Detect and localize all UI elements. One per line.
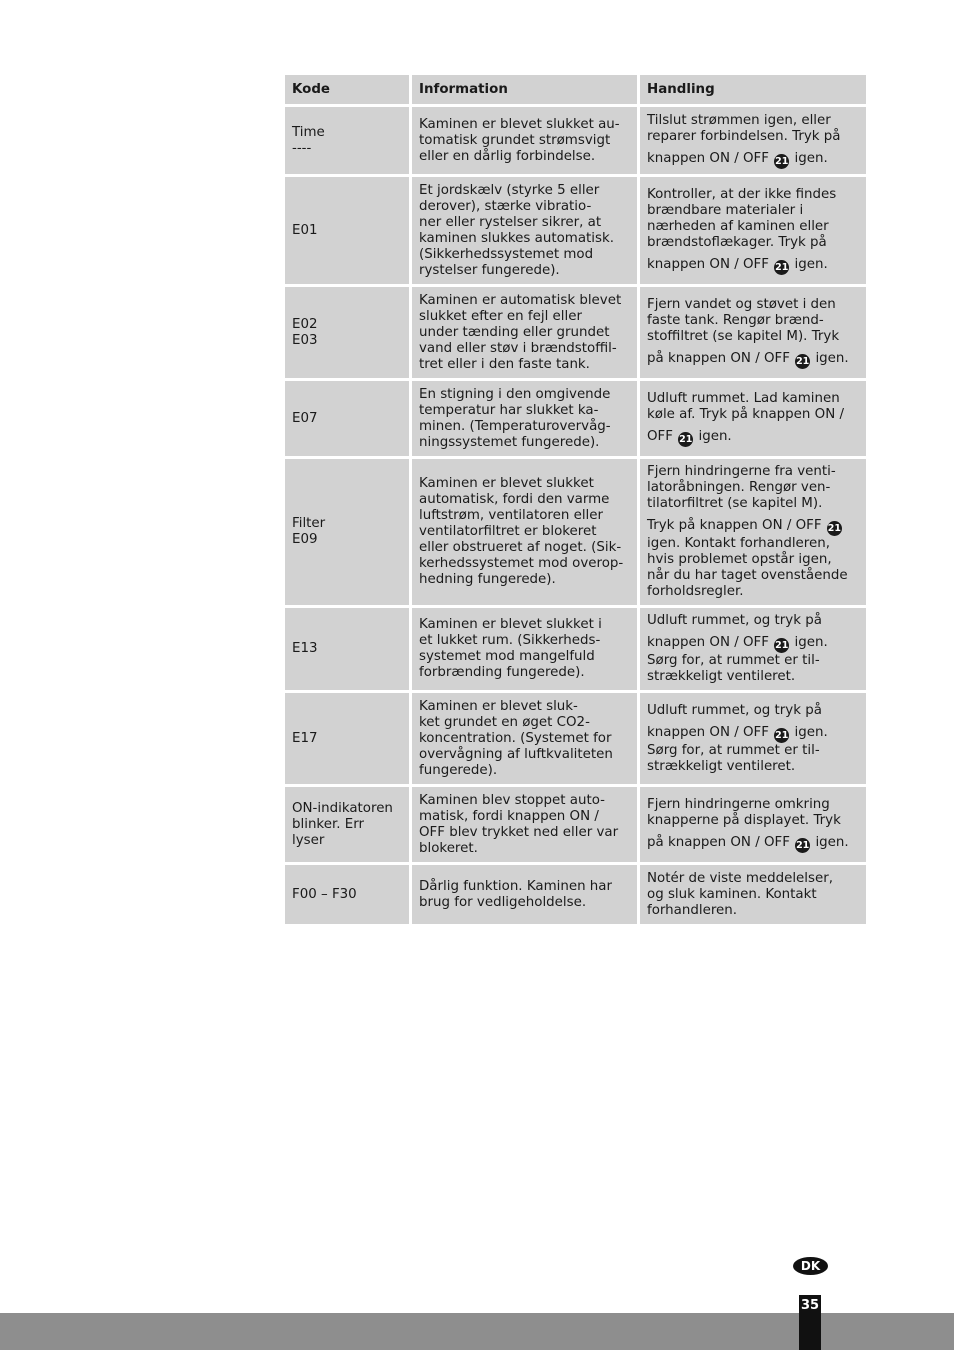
handling-line: reparer forbindelsen. Tryk på: [647, 128, 841, 144]
information-line: derover), stærke vibratio-: [419, 198, 592, 214]
handling-line: Fjern hindringerne omkring: [647, 796, 830, 812]
code-line: blinker. Err: [292, 816, 364, 832]
header-handling: Handling: [640, 75, 866, 104]
information-line: Kaminen er blevet slukket i: [419, 617, 602, 632]
handling-line: forhandleren.: [647, 902, 738, 918]
handling-line: brændstoflækager. Tryk på: [647, 234, 827, 250]
handling-line: Udluft rummet. Lad kaminen: [647, 390, 840, 406]
handling-cell: [640, 608, 866, 690]
handling-line: latoråbningen. Rengør ven-: [647, 480, 831, 495]
code-line: E01: [292, 222, 318, 238]
handling-line: og sluk kaminen. Kontakt: [647, 886, 817, 902]
information-line: En stigning i den omgivende: [419, 386, 611, 402]
handling-line: [647, 351, 861, 369]
information-line: Kaminen er blevet slukket: [419, 476, 594, 491]
page-number: 35: [799, 1295, 821, 1350]
handling-line: [647, 151, 861, 169]
handling-line: [647, 257, 861, 275]
on-off-button-number-icon: 21: [827, 523, 841, 534]
code-line: F00 – F30: [292, 886, 357, 902]
information-line: ningssystemet fungerede).: [419, 434, 600, 450]
information-line: blokeret.: [419, 840, 478, 856]
handling-line: [647, 725, 861, 743]
information-line: eller en dårlig forbindelse.: [419, 148, 596, 164]
header-information: Information: [412, 75, 637, 104]
information-cell: [412, 459, 637, 605]
information-cell: [412, 381, 637, 456]
code-line: E07: [292, 410, 318, 426]
information-line: vand eller støv i brændstoffil-: [419, 340, 617, 356]
handling-text: knappen ON / OFF: [647, 150, 769, 166]
information-line: forbrænding fungerede).: [419, 665, 585, 680]
handling-line: [647, 429, 861, 447]
handling-line: når du har taget ovenstående: [647, 568, 848, 583]
language-badge: DK: [793, 1257, 828, 1275]
information-line: Kaminen er automatisk blevet: [419, 292, 622, 308]
on-off-button-number-icon: 21: [679, 433, 693, 445]
information-cell: [412, 865, 637, 924]
code-cell: [285, 177, 409, 284]
handling-cell: [640, 381, 866, 456]
information-line: systemet mod mangelfuld: [419, 649, 595, 664]
handling-text: Tryk på knappen ON / OFF: [647, 518, 822, 533]
code-line: E02: [292, 316, 318, 332]
information-line: Kaminen er blevet slukket au-: [419, 116, 620, 132]
handling-line: Sørg for, at rummet er til-: [647, 742, 820, 758]
information-line: slukket efter en fejl eller: [419, 308, 582, 324]
information-line: ner eller rystelser sikrer, at: [419, 214, 602, 230]
information-cell: [412, 177, 637, 284]
information-line: brug for vedligeholdelse.: [419, 894, 587, 910]
information-line: OFF blev trykket ned eller var: [419, 824, 619, 840]
handling-cell: [640, 107, 866, 174]
handling-cell: [640, 459, 866, 605]
handling-text: igen.: [794, 256, 828, 272]
code-line: Time: [292, 124, 325, 140]
information-line: koncentration. (Systemet for: [419, 730, 612, 746]
on-off-button-number-icon: 21: [796, 355, 810, 367]
information-line: ventilatorfiltret er blokeret: [419, 524, 597, 539]
information-line: luftstrøm, ventilatoren eller: [419, 508, 604, 523]
information-line: rystelser fungerede).: [419, 262, 560, 278]
handling-cell: [640, 865, 866, 924]
handling-text: på knappen ON / OFF: [647, 350, 790, 366]
handling-line: stoffiltret (se kapitel M). Tryk: [647, 328, 840, 344]
information-line: (Sikkerhedssystemet mod: [419, 246, 594, 262]
information-line: Kaminen blev stoppet auto-: [419, 792, 606, 808]
handling-line: strækkeligt ventileret.: [647, 758, 796, 774]
information-line: tomatisk grundet strømsvigt: [419, 132, 611, 148]
handling-cell: [640, 177, 866, 284]
on-off-button-number-icon: 21: [775, 640, 789, 651]
handling-line: knapperne på displayet. Tryk: [647, 812, 841, 828]
on-off-button-number-icon: 21: [775, 261, 789, 273]
information-cell: [412, 787, 637, 862]
information-cell: [412, 287, 637, 378]
handling-line: Fjern hindringerne fra venti-: [647, 464, 836, 479]
information-line: Dårlig funktion. Kaminen har: [419, 878, 613, 894]
information-line: et lukket rum. (Sikkerheds-: [419, 633, 601, 648]
error-code-table: [285, 75, 866, 924]
handling-line: faste tank. Rengør brænd-: [647, 312, 824, 328]
handling-cell: [640, 693, 866, 784]
handling-text: knappen ON / OFF: [647, 635, 769, 650]
code-cell: [285, 608, 409, 690]
code-line: E13: [292, 641, 318, 656]
handling-line: forholdsregler.: [647, 584, 744, 599]
information-line: ket grundet en øget CO2-: [419, 714, 590, 730]
handling-line: Notér de viste meddelelser,: [647, 870, 833, 886]
code-line: ON-indikatoren: [292, 800, 393, 816]
handling-line: igen. Kontakt forhandleren,: [647, 536, 830, 551]
handling-line: [647, 635, 861, 653]
information-cell: [412, 107, 637, 174]
code-line: E17: [292, 730, 318, 746]
handling-line: Fjern vandet og støvet i den: [647, 296, 836, 312]
code-cell: [285, 865, 409, 924]
information-line: overvågning af luftkvaliteten: [419, 746, 613, 762]
code-line: lyser: [292, 832, 325, 848]
information-line: kaminen slukkes automatisk.: [419, 230, 614, 246]
handling-text: igen.: [794, 635, 828, 650]
handling-text: igen.: [794, 724, 828, 740]
handling-line: brændbare materialer i: [647, 202, 804, 218]
information-line: eller obstrueret af noget. (Sik-: [419, 540, 622, 555]
information-line: Et jordskælv (styrke 5 eller: [419, 182, 600, 198]
code-cell: [285, 107, 409, 174]
code-line: Filter: [292, 516, 326, 531]
information-line: Kaminen er blevet sluk-: [419, 698, 578, 714]
header-kode: Kode: [285, 75, 409, 104]
information-line: hedning fungerede).: [419, 572, 556, 587]
handling-text: knappen ON / OFF: [647, 724, 769, 740]
information-cell: [412, 693, 637, 784]
handling-line: Tilslut strømmen igen, eller: [647, 112, 831, 128]
handling-line: [647, 518, 861, 536]
handling-line: [647, 835, 861, 853]
handling-line: tilatorfiltret (se kapitel M).: [647, 496, 823, 511]
code-cell: [285, 381, 409, 456]
handling-text: igen.: [794, 150, 828, 166]
handling-line: Udluft rummet, og tryk på: [647, 702, 822, 718]
on-off-button-number-icon: 21: [775, 155, 789, 167]
information-line: tret eller i den faste tank.: [419, 356, 590, 372]
code-line: E03: [292, 332, 318, 348]
handling-text: knappen ON / OFF: [647, 256, 769, 272]
information-line: kerhedssystemet mod overop-: [419, 556, 624, 571]
information-line: automatisk, fordi den varme: [419, 492, 610, 507]
handling-line: nærheden af kaminen eller: [647, 218, 829, 234]
handling-text: igen.: [815, 834, 849, 850]
handling-line: køle af. Tryk på knappen ON /: [647, 406, 844, 422]
code-cell: [285, 459, 409, 605]
code-cell: [285, 787, 409, 862]
handling-line: hvis problemet opstår igen,: [647, 552, 832, 567]
handling-line: Kontroller, at der ikke findes: [647, 186, 837, 202]
handling-line: Sørg for, at rummet er til-: [647, 653, 820, 668]
information-line: matisk, fordi knappen ON /: [419, 808, 599, 824]
information-line: temperatur har slukket ka-: [419, 402, 599, 418]
handling-cell: [640, 787, 866, 862]
information-line: fungerede).: [419, 762, 498, 778]
handling-text: på knappen ON / OFF: [647, 834, 790, 850]
handling-text: igen.: [698, 428, 732, 444]
handling-text: OFF: [647, 428, 673, 444]
information-cell: [412, 608, 637, 690]
on-off-button-number-icon: 21: [775, 729, 789, 741]
information-line: minen. (Temperaturovervåg-: [419, 418, 611, 434]
code-line: ----: [292, 140, 312, 156]
code-cell: [285, 693, 409, 784]
handling-line: Udluft rummet, og tryk på: [647, 613, 822, 628]
code-cell: [285, 287, 409, 378]
handling-line: strækkeligt ventileret.: [647, 669, 796, 684]
on-off-button-number-icon: 21: [796, 839, 810, 851]
code-line: E09: [292, 532, 318, 547]
information-line: under tænding eller grundet: [419, 324, 610, 340]
handling-cell: [640, 287, 866, 378]
handling-text: igen.: [815, 350, 849, 366]
